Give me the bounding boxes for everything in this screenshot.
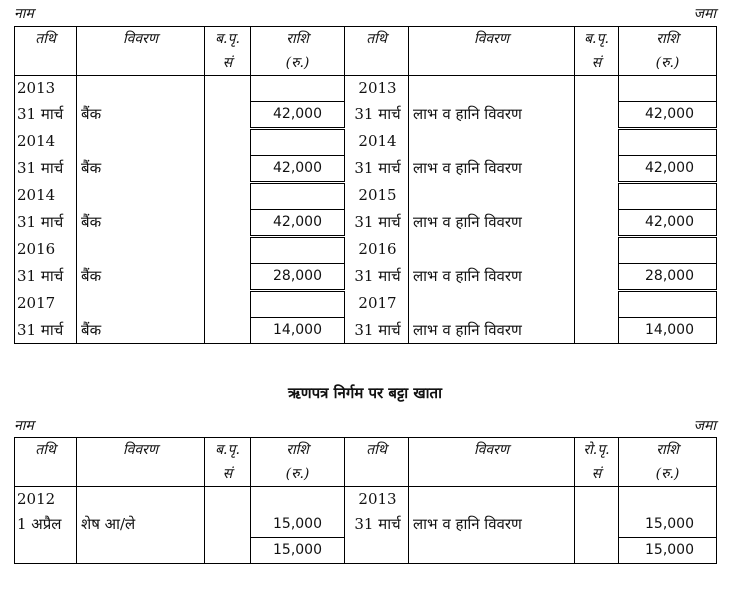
year-cell: 2017 xyxy=(15,291,77,318)
date-cell: 31 मार्च xyxy=(15,318,77,344)
header-row xyxy=(15,27,717,76)
date-cell: 31 मार्च xyxy=(345,102,409,129)
particulars-cell: लाभ व हानि विवरण xyxy=(409,102,575,129)
particulars-cell: बैंक xyxy=(77,318,205,344)
credit-label: जमा xyxy=(693,418,716,434)
date-cell: 31 मार्च xyxy=(345,512,409,538)
total-cell: 15,000 xyxy=(251,538,345,564)
col-folio-cr: ब.पृ. सं xyxy=(575,27,619,76)
col-particulars-dr: विवरण xyxy=(77,27,205,76)
amount-cell: 28,000 xyxy=(251,264,345,291)
debit-label: नाम xyxy=(14,418,34,434)
col-date-cr: तथि xyxy=(345,438,409,487)
year-cell: 2012 xyxy=(15,487,77,513)
amount-cell: 28,000 xyxy=(619,264,717,291)
amount-cell: 42,000 xyxy=(619,156,717,183)
col-amount-dr: राशि (रु.) xyxy=(251,27,345,76)
year-cell: 2013 xyxy=(15,76,77,102)
year-cell: 2014 xyxy=(15,183,77,210)
amount-cell: 14,000 xyxy=(619,318,717,344)
col-amount-cr: राशि (रु.) xyxy=(619,438,717,487)
col-folio-dr: ब.पृ. सं xyxy=(205,27,251,76)
amount-cell: 14,000 xyxy=(251,318,345,344)
entry-row xyxy=(15,156,717,183)
year-cell: 2016 xyxy=(345,237,409,264)
particulars-cell: बैंक xyxy=(77,264,205,291)
entry-row xyxy=(15,318,717,344)
account-title: ऋणपत्र निर्गम पर बट्टा खाता xyxy=(288,384,442,402)
particulars-cell: लाभ व हानि विवरण xyxy=(409,264,575,291)
col-amount-dr: राशि (रु.) xyxy=(251,438,345,487)
entry-row xyxy=(15,512,717,538)
ledger-table-1 xyxy=(14,26,717,344)
year-cell: 2013 xyxy=(345,76,409,102)
date-cell: 1 अप्रैल xyxy=(15,512,77,538)
header-row xyxy=(15,438,717,487)
amount-cell: 15,000 xyxy=(251,512,345,538)
year-cell: 2014 xyxy=(15,129,77,156)
year-cell: 2013 xyxy=(345,487,409,513)
year-row xyxy=(15,237,717,264)
entry-row xyxy=(15,210,717,237)
date-cell: 31 मार्च xyxy=(15,210,77,237)
date-cell: 31 मार्च xyxy=(345,210,409,237)
total-cell: 15,000 xyxy=(619,538,717,564)
year-row xyxy=(15,129,717,156)
amount-cell: 15,000 xyxy=(619,512,717,538)
date-cell: 31 मार्च xyxy=(15,102,77,129)
date-cell: 31 मार्च xyxy=(345,156,409,183)
particulars-cell: बैंक xyxy=(77,210,205,237)
year-row xyxy=(15,291,717,318)
year-row xyxy=(15,183,717,210)
date-cell: 31 मार्च xyxy=(15,264,77,291)
debit-label: नाम xyxy=(14,6,34,22)
amount-cell: 42,000 xyxy=(619,210,717,237)
particulars-cell: लाभ व हानि विवरण xyxy=(409,318,575,344)
date-cell: 31 मार्च xyxy=(345,318,409,344)
date-cell: 31 मार्च xyxy=(345,264,409,291)
ledger-table-2 xyxy=(14,437,717,564)
col-date-cr: तथि xyxy=(345,27,409,76)
col-date-dr: तथि xyxy=(15,27,77,76)
total-row xyxy=(15,538,717,564)
entry-row xyxy=(15,264,717,291)
entry-row xyxy=(15,102,717,129)
credit-label: जमा xyxy=(693,6,716,22)
col-particulars-cr: विवरण xyxy=(409,438,575,487)
amount-cell: 42,000 xyxy=(251,156,345,183)
amount-cell: 42,000 xyxy=(251,102,345,129)
col-particulars-cr: विवरण xyxy=(409,27,575,76)
particulars-cell: बैंक xyxy=(77,156,205,183)
col-amount-cr: राशि (रु.) xyxy=(619,27,717,76)
date-cell: 31 मार्च xyxy=(15,156,77,183)
particulars-cell: बैंक xyxy=(77,102,205,129)
year-cell: 2016 xyxy=(15,237,77,264)
year-row xyxy=(15,487,717,513)
col-particulars-dr: विवरण xyxy=(77,438,205,487)
year-cell: 2014 xyxy=(345,129,409,156)
col-folio-dr: ब.पृ. सं xyxy=(205,438,251,487)
year-cell: 2015 xyxy=(345,183,409,210)
amount-cell: 42,000 xyxy=(619,102,717,129)
year-cell: 2017 xyxy=(345,291,409,318)
particulars-cell: लाभ व हानि विवरण xyxy=(409,210,575,237)
col-folio-cr: रो.पृ. सं xyxy=(575,438,619,487)
amount-cell: 42,000 xyxy=(251,210,345,237)
particulars-cell: लाभ व हानि विवरण xyxy=(409,512,575,538)
year-row xyxy=(15,76,717,102)
particulars-cell: शेष आ/ले xyxy=(77,512,205,538)
particulars-cell: लाभ व हानि विवरण xyxy=(409,156,575,183)
col-date-dr: तथि xyxy=(15,438,77,487)
